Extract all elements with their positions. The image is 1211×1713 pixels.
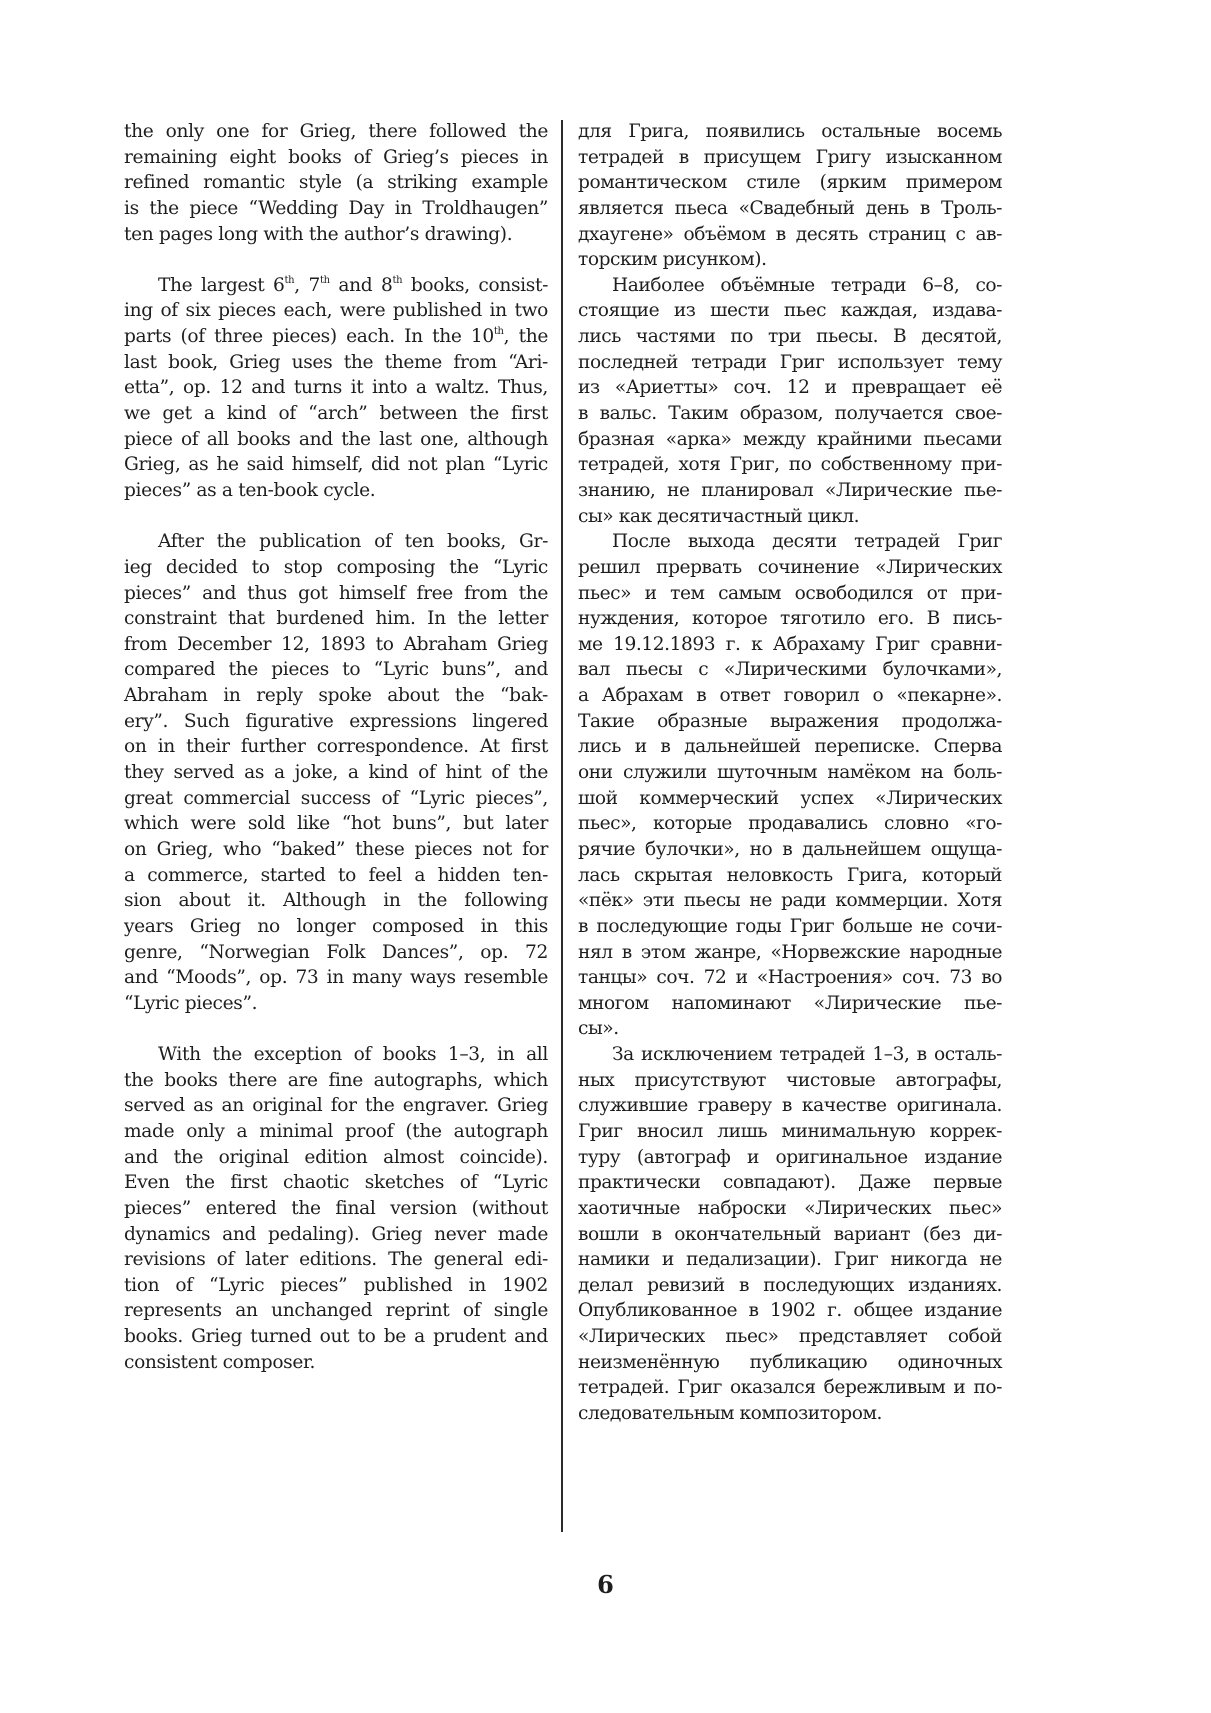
text-line: намики и педализации). Григ никогда не bbox=[578, 1249, 1002, 1271]
text-line: «Лирических пьес» представляет собой bbox=[578, 1326, 1002, 1348]
text-line: from December 12, 1893 to Abraham Grieg bbox=[124, 633, 548, 655]
text-line: piece of all books and the last one, although bbox=[124, 428, 548, 450]
text-line: etta”, op. 12 and turns it into a waltz. Thus, bbox=[124, 377, 548, 399]
text-line: on Grieg, who “baked” these pieces not for bbox=[124, 838, 548, 860]
text-line: рячие булочки», но в дальнейшем ощуща- bbox=[578, 838, 1002, 860]
text-line: pieces” and thus got himself free from the bbox=[124, 582, 548, 604]
text-line: нял в этом жанре, «Норвежские народные bbox=[578, 941, 1002, 963]
text-line: which were sold like “hot buns”, but later bbox=[124, 813, 548, 835]
text-line: ных присутствуют чистовые автографы, bbox=[578, 1069, 1002, 1091]
text-line: After the publication of ten books, Gr- bbox=[158, 531, 548, 553]
text-line: ieg decided to stop composing the “Lyric bbox=[124, 556, 548, 578]
text-line: Такие образные выражения продолжа- bbox=[578, 710, 1002, 732]
text-line: неизменённую публикацию одиночных bbox=[578, 1351, 1002, 1373]
paragraph-gap bbox=[124, 504, 548, 530]
text-line: из «Ариетты» соч. 12 и превращает её bbox=[578, 377, 1002, 399]
paragraph bbox=[578, 1042, 1002, 1427]
text-line: served as an original for the engraver. Grieg bbox=[124, 1095, 548, 1117]
text-line: знанию, не планировал «Лирические пье- bbox=[578, 479, 1002, 501]
text-line: шой коммерческий успех «Лирических bbox=[578, 787, 1002, 809]
text-line: лись и в дальнейшей переписке. Сперва bbox=[578, 736, 1002, 758]
text-line: «пёк» эти пьесы не ради коммерции. Хотя bbox=[578, 890, 1002, 912]
text-line: books. Grieg turned out to be a prudent and bbox=[124, 1326, 548, 1348]
text-line: стоящие из шести пьес каждая, издава- bbox=[578, 300, 1002, 322]
paragraph bbox=[124, 529, 548, 1016]
paragraph-gap bbox=[124, 1016, 548, 1042]
text-line: делал ревизий в последующих изданиях. bbox=[578, 1274, 1002, 1296]
paragraph-gap bbox=[124, 247, 548, 273]
text-line: решил прервать сочинение «Лирических bbox=[578, 556, 1002, 578]
text-line: pieces” as a ten-book cycle. bbox=[124, 479, 376, 501]
text-line: вал пьесы с «Лирическими булочками», bbox=[578, 659, 1002, 681]
text-line: on in their further correspondence. At first bbox=[124, 736, 548, 758]
text-line: parts (of three pieces) each. In the 10th, the bbox=[124, 326, 548, 348]
text-line: the books there are fine autographs, which bbox=[124, 1069, 548, 1091]
text-line: Наиболее объёмные тетради 6–8, со- bbox=[612, 274, 1002, 296]
text-line: a commerce, started to feel a hidden ten- bbox=[124, 864, 548, 886]
text-line: сы» как десятичастный цикл. bbox=[578, 505, 860, 527]
text-line: made only a minimal proof (the autograph bbox=[124, 1120, 548, 1142]
text-line: Опубликованное в 1902 г. общее издание bbox=[578, 1300, 1002, 1322]
text-line: “Lyric pieces”. bbox=[124, 992, 258, 1014]
text-line: многом напоминают «Лирические пье- bbox=[578, 992, 1002, 1014]
text-line: dynamics and pedaling). Grieg never made bbox=[124, 1223, 548, 1245]
text-line: За исключением тетрадей 1–3, в осталь- bbox=[612, 1044, 1002, 1066]
text-line: remaining eight books of Grieg’s pieces in bbox=[124, 146, 548, 168]
text-line: pieces” entered the final version (without bbox=[124, 1197, 548, 1219]
text-line: the only one for Grieg, there followed the bbox=[124, 121, 548, 142]
text-line: and the original edition almost coincide). bbox=[124, 1146, 548, 1168]
text-line: genre, “Norwegian Folk Dances”, op. 72 bbox=[124, 941, 548, 963]
text-line: they served as a joke, a kind of hint of the bbox=[124, 762, 548, 784]
page-number: 6 bbox=[597, 1570, 614, 1599]
text-line: ery”. Such figurative expressions lingered bbox=[124, 710, 548, 732]
text-line: романтическом стиле (ярким примером bbox=[578, 172, 1002, 194]
text-line: tion of “Lyric pieces” published in 1902 bbox=[124, 1274, 548, 1296]
text-line: они служили шуточным намёком на боль- bbox=[578, 762, 1002, 784]
text-line: торским рисунком). bbox=[578, 249, 767, 271]
text-line: Grieg, as he said himself, did not plan “Lyric bbox=[124, 454, 548, 476]
text-line: тетрадей в присущем Григу изысканном bbox=[578, 146, 1002, 168]
text-line: ten pages long with the author’s drawing). bbox=[124, 223, 513, 245]
text-line: лись частями по три пьесы. В десятой, bbox=[578, 326, 1002, 348]
text-line: Григ вносил лишь минимальную коррек- bbox=[578, 1120, 1002, 1142]
text-line: бразная «арка» между крайними пьесами bbox=[578, 428, 1002, 450]
text-line: years Grieg no longer composed in this bbox=[124, 915, 548, 937]
text-line: ing of six pieces each, were published in two bbox=[124, 300, 548, 322]
text-line: represents an unchanged reprint of single bbox=[124, 1300, 548, 1322]
text-line: практически совпадают). Даже первые bbox=[578, 1172, 1002, 1194]
text-line: пьес» и тем самым освободился от при- bbox=[578, 582, 1002, 604]
text-line: and “Moods”, op. 73 in many ways resemble bbox=[124, 967, 548, 989]
text-line: последней тетради Григ использует тему bbox=[578, 351, 1002, 373]
text-line: compared the pieces to “Lyric buns”, and bbox=[124, 659, 548, 681]
text-line: для Грига, появились остальные восемь bbox=[578, 121, 1002, 142]
text-line: The largest 6th, 7th and 8th books, consist- bbox=[158, 274, 549, 296]
russian-column bbox=[578, 119, 1002, 1427]
text-line: в вальс. Таким образом, получается свое- bbox=[578, 403, 1002, 425]
text-line: лась скрытая неловкость Грига, который bbox=[578, 864, 1002, 886]
english-column bbox=[124, 119, 548, 1375]
text-line: тетрадей, хотя Григ, по собственному при- bbox=[578, 454, 1002, 476]
text-line: ме 19.12.1893 г. к Абрахаму Григ сравни- bbox=[578, 633, 1002, 655]
text-line: нуждения, которое тяготило его. В пись- bbox=[578, 608, 1002, 630]
text-line: является пьеса «Свадебный день в Троль- bbox=[578, 197, 1002, 219]
text-line: дхаугене» объёмом в десять страниц с ав- bbox=[578, 223, 1002, 245]
text-line: we get a kind of “arch” between the first bbox=[124, 403, 548, 425]
text-line: тетрадей. Григ оказался бережливым и по- bbox=[578, 1377, 1002, 1399]
text-line: is the piece “Wedding Day in Troldhaugen” bbox=[124, 197, 548, 219]
text-line: last book, Grieg uses the theme from “Ari- bbox=[124, 351, 548, 373]
text-line: а Абрахам в ответ говорил о «пекарне». bbox=[578, 685, 1002, 707]
paragraph bbox=[124, 119, 548, 247]
paragraph bbox=[124, 1042, 548, 1375]
text-line: Abraham in reply spoke about the “bak- bbox=[124, 685, 548, 707]
text-line: сы». bbox=[578, 1018, 619, 1040]
text-line: пьес», которые продавались словно «го- bbox=[578, 813, 1002, 835]
paragraph bbox=[578, 119, 1002, 273]
paragraph bbox=[578, 273, 1002, 529]
text-line: вошли в окончательный вариант (без ди- bbox=[578, 1223, 1002, 1245]
text-line: great commercial success of “Lyric pieces”, bbox=[124, 787, 548, 809]
text-line: в последующие годы Григ больше не сочи- bbox=[578, 915, 1002, 937]
text-line: После выхода десяти тетрадей Григ bbox=[612, 531, 1002, 553]
text-line: constraint that burdened him. In the letter bbox=[124, 608, 548, 630]
text-line: consistent composer. bbox=[124, 1351, 316, 1373]
text-line: refined romantic style (a striking example bbox=[124, 172, 548, 194]
paragraph bbox=[124, 273, 548, 504]
text-line: With the exception of books 1–3, in all bbox=[158, 1044, 548, 1066]
paragraph bbox=[578, 529, 1002, 1042]
text-line: следовательным композитором. bbox=[578, 1403, 882, 1425]
text-line: туру (автограф и оригинальное издание bbox=[578, 1146, 1002, 1168]
text-line: revisions of later editions. The general edi- bbox=[124, 1249, 548, 1271]
text-line: sion about it. Although in the following bbox=[124, 890, 548, 912]
text-line: служившие граверу в качестве оригинала. bbox=[578, 1095, 1002, 1117]
text-line: Even the first chaotic sketches of “Lyric bbox=[124, 1172, 548, 1194]
text-line: хаотичные наброски «Лирических пьес» bbox=[578, 1197, 1002, 1219]
column-divider bbox=[561, 120, 563, 1532]
text-line: танцы» соч. 72 и «Настроения» соч. 73 во bbox=[578, 967, 1002, 989]
